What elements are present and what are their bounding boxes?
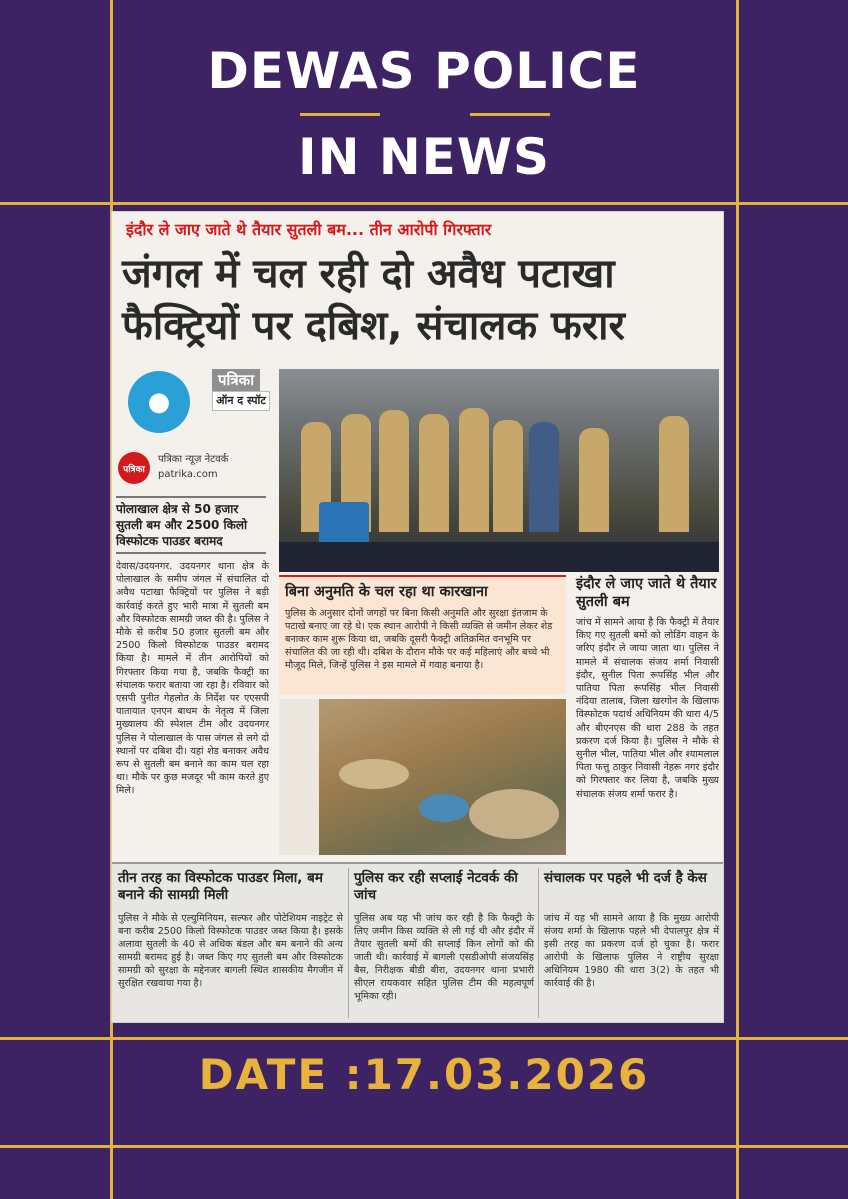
- header-divider-right: [470, 113, 550, 116]
- box-title: बिना अनुमति के चल रहा था कारखाना: [285, 584, 488, 600]
- b2-text: पुलिस अब यह भी जांच कर रही है कि फैक्ट्री के लिए जमीन किस व्यक्ति से ली गई थी और इंदौर में तैयार सुतली बमों की सप्लाई किन लोगों को की जाती थी। कार्रवाई में बागली एसडीओपी संजयसिंह बैस, निरीक्षक बीडी बीरा, उदयनगर थाना प्रभारी सीएल रायकवार सहित पुलिस टीम की महत्वपूर्ण भूमिका रही।: [354, 913, 534, 1002]
- unlicensed-factory-box: [279, 575, 566, 695]
- network-name: पत्रिका न्यूज़ नेटवर्क: [158, 454, 229, 465]
- map-pin-icon: ●: [128, 371, 190, 433]
- patrika-logo: पत्रिका: [118, 452, 150, 484]
- explosives-photo: [279, 699, 566, 855]
- side-headline: इंदौर ले जाए जाते थे तैयार सुतली बम: [576, 576, 717, 610]
- site-link: patrika.com: [158, 469, 218, 480]
- frame-line-footer: [0, 1145, 848, 1148]
- b1-head: तीन तरह का विस्फोटक पाउडर मिला, बम बनाने की सामग्री मिली: [118, 870, 323, 903]
- byline: [118, 450, 268, 490]
- b2-head: पुलिस कर रही सप्लाई नेटवर्क की जांच: [354, 870, 518, 903]
- frame-line-top: [0, 202, 848, 205]
- b3-head: संचालक पर पहले भी दर्ज है केस: [544, 870, 707, 886]
- article-body: देवास/उदयनगर. उदयनगर थाना क्षेत्र के पोलाखाल के समीप जंगल में संचालित दो अवैध पटाखा फैक्ट्रियों पर पुलिस ने बड़ी कार्रवाई करते हुए भारी मात्रा में सुतली बम और विस्फोटक सामग्री जब्त की है। पुलिस ने मौके से करीब 50 हजार सुतली बम और 2500 किलो विस्फोटक पाउडर बरामद किया है। मामले में तीन आरोपियों को गिरफ्तार किया गया है, जबकि फैक्ट्री का संचालक फरार बताया जा रहा है। रविवार को एसपी पुनीत गेहलोत के निर्देश पर एएसपी यातायात एनएन बाथम के नेतृत्व में जिला मुख्यालय की स्पेशल टीम और उदयनगर पुलिस ने पोलाखाल के पास जंगल से लगे दो स्थानों पर दबिश दी। यहां शेड बनाकर अवैध रूप से सुतली बम बनाने का काम चल रहा था। मौके पर कुछ मजदूर भी काम करते हुए मिले।: [116, 561, 269, 797]
- spot-brand: पत्रिका: [212, 369, 260, 391]
- b3-text: जांच में यह भी सामने आया है कि मुख्य आरोपी संजय शर्मा के खिलाफ पहले भी देपालपुर क्षेत्र में इसी तरह का प्रकरण दर्ज हो चुका है। फरार आरोपी के खिलाफ पुलिस ने राष्ट्रीय सुरक्षा अधिनियम 1980 की धारा 3(2) के तहत भी कार्रवाई की है।: [544, 913, 719, 989]
- article-headline: जंगल में चल रही दो अवैध पटाखा फैक्ट्रियों पर दबिश, संचालक फरार: [122, 251, 625, 349]
- header-divider-left: [300, 113, 380, 116]
- spot-label: ऑन द स्पॉट: [212, 391, 270, 411]
- article-kicker: इंदौर ले जाए जाते थे तैयार सुतली बम... तीन आरोपी गिरफ्तार: [126, 220, 492, 239]
- frame-line-bottom: [0, 1037, 848, 1040]
- article-subdeck: पोलाखाल क्षेत्र से 50 हजार सुतली बम और 2500 किलो विस्फोटक पाउडर बरामद: [116, 496, 266, 554]
- b1-text: पुलिस ने मौके से एल्युमिनियम, सल्फर और पोटेशियम नाइट्रेट से बना करीब 2500 किलो विस्फोटक पाउडर जब्त किया है। इसके अलावा सुतली के 40 से अधिक बंडल और बम बनाने की अन्य सामग्री बरामद हुई है। जब्त किए गए सुतली बम और विस्फोटक सामग्री को सुरक्षा के मद्देनजर बागली स्थित शासकीय मैगजीन में सुरक्षित रखवाया गया है।: [118, 913, 343, 989]
- police-raid-photo: [279, 369, 719, 572]
- header-line-2: IN NEWS: [297, 128, 551, 186]
- date-label: DATE :17.03.2026: [198, 1050, 650, 1099]
- newspaper-clipping: [111, 211, 724, 1023]
- box-text: पुलिस के अनुसार दोनों जगहों पर बिना किसी अनुमति और सुरक्षा इंतजाम के पटाखे बनाए जा रहे थे। एक स्थान आरोपी ने किसी व्यक्ति से जमीन लेकर शेड बनाकर काम शुरू किया था, जबकि दूसरी फैक्ट्री अतिक्रमित वनभूमि पर संचालित की जा रही थी। दबिश के दौरान मौके पर कई महिलाएं और बच्चे भी मौजूद मिले, जिन्हें पुलिस ने इस मामले में गवाह बनाया है।: [285, 608, 553, 671]
- on-the-spot-badge: [120, 369, 270, 439]
- header-line-1: DEWAS POLICE: [207, 42, 641, 100]
- bottom-strip: [112, 862, 724, 1023]
- side-text: जांच में सामने आया है कि फैक्ट्री में तैयार किए गए सुतली बमों को लोडिंग वाहन के जरिए इंदौर ले जाया जाता था। पुलिस ने मामले में संचालक संजय शर्मा निवासी इंदौर, सुनील पिता रूपसिंह भील और पातिया पिता रूपसिंह भील निवासी नंदिया तालाब, जिला खरगोन के खिलाफ विस्फोटक पदार्थ अधिनियम की धारा 4/5 और बीएनएस की धारा 288 के तहत प्रकरण दर्ज किया है। पुलिस ने मौके से सुनील भील, पातिया भील और श्यामलाल पिता फत्तु ठाकुर निवासी नेहरू नगर इंदौर को गिरफ्तार कर लिया है, जबकि मुख्य संचालक संजय शर्मा फरार है।: [576, 617, 719, 800]
